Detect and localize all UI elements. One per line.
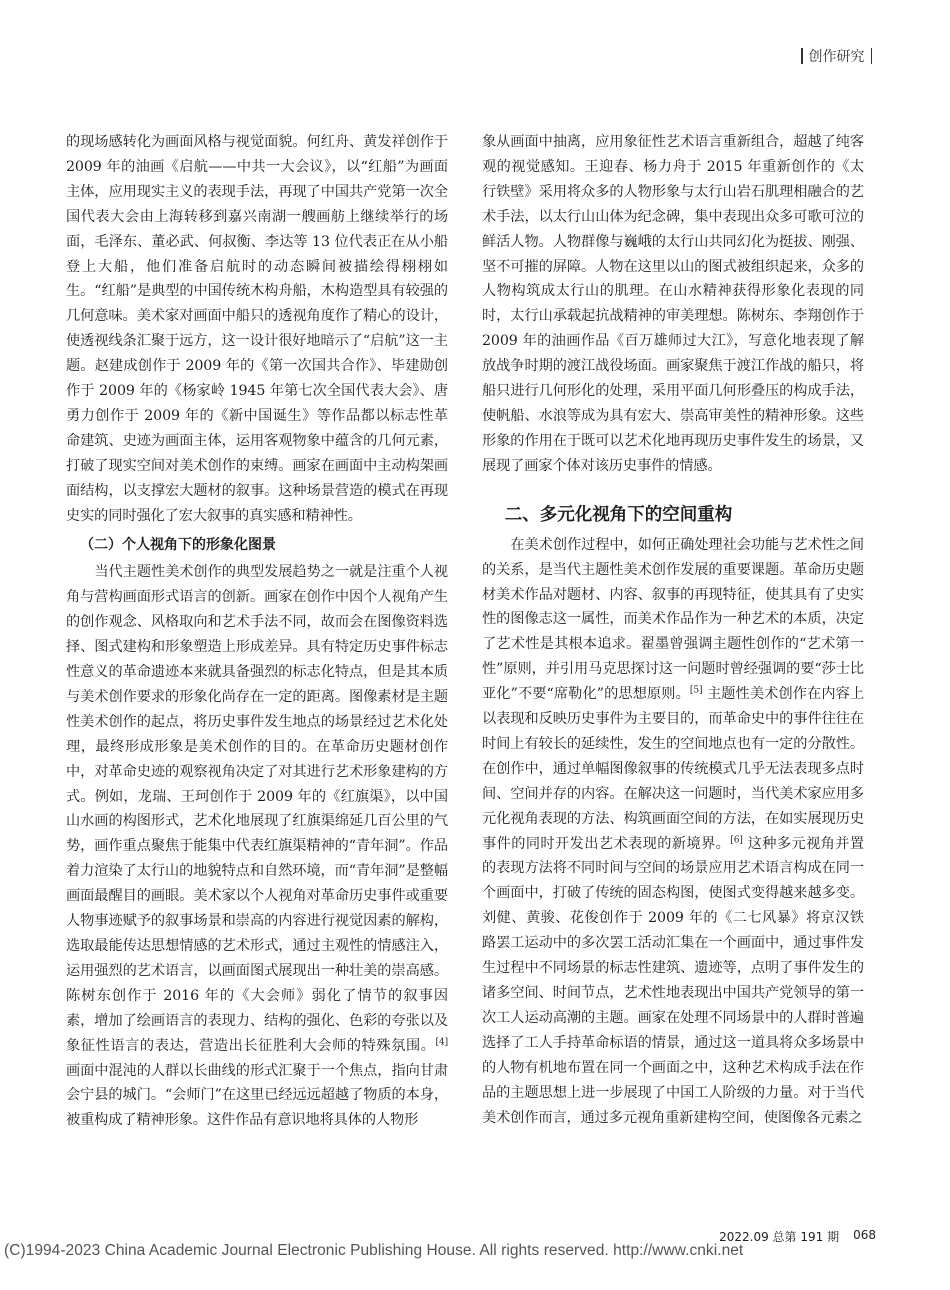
paragraph-text: 这种多元视角并置的表现方法将不同时间与空间的场景应用艺术语言构成在同一个画面中，打破了传统的固态构图，使图式变得越来越多变。刘健、黄骏、花俊创作于 2009 年的《二七风暴》将京汉铁路罢工运动中的多次罢工活动汇集在一个画面中，通过事件发生过程中不同场景的标志性建筑、遗迹等，点明了事件发生的诸多空间、时间节点，艺术性地表现出中国共产党领导的第一次工人运动高潮的主题。画家在处理不同场景中的人群时普遍选择了工人手持革命标语的情景，通过这一道具将众多场景中的人物有机地布置在同一个画面之中，这种艺术构成手法在作品的主题思想上进一步展现了中国工人阶级的力量。对于当代美术创作而言，通过多元视角重新建构空间，使图像各元素之 [482, 835, 864, 1126]
reference-marker[interactable]: [5] [689, 685, 703, 696]
reference-marker[interactable]: [4] [435, 1036, 448, 1047]
paragraph-text: 当代主题性美术创作的典型发展趋势之一就是注重个人视角与营构画面形式语言的创新。画家在创作中因个人视角产生的创作观念、风格取向和艺术手法不同，故而会在图像资料选择、图式建构和形象塑造上形成差异。具有特定历史事件标志性意义的革命遗迹本来就具备强烈的标志化特点，但是其本质与美术创作要求的形象化尚存在一定的距离。图像素材是主题性美术创作的起点，将历史事件发生地点的场景经过艺术化处理，最终形成形象是美术创作的目的。在革命历史题材创作中，对革命史迹的观察视角决定了对其进行艺术形象建构的方式。例如，龙瑞、王珂创作于 2009 年的《红旗渠》，以中国山水画的构图形式，艺术化地展现了红旗渠绵延几百公里的气势，画作重点聚焦于能集中代表红旗渠精神的“青年洞”。作品着力渲染了太行山的地貌特点和自然环境，而“青年洞”是整幅画面最醒目的画眼。美术家以个人视角对革命历史事件或重要人物事迹赋予的叙事场景和崇高的内容进行视觉因素的解构，选取最能传达思想情感的艺术形式，通过主观性的情感注入，运用强烈的艺术语言，以画面图式展现出一种壮美的崇高感。陈树东创作于 2016 年的《大会师》弱化了情节的叙事因素，增加了绘画语言的表现力、结构的强化、色彩的夸张以及象征性语言的表达，营造出长征胜利大会师的特殊氛围。 [66, 564, 448, 1054]
section-label: 创作研究 [808, 49, 865, 65]
paragraph-text: 主题性美术创作在内容上以表现和反映历史事件为主要目的，而革命史中的事件往往在时间上有较长的延续性，发生的空间地点也有一定的分散性。在创作中，通过单幅图像叙事的传统模式几乎无法表现多点时间、空间并存的内容。在解决这一问题时，当代美术家应用多元化视角表现的方法、构筑画面空间的方法，在如实展现历史事件的同时开发出艺术表现的新境界。 [482, 686, 864, 852]
section-heading: 二、多元化视角下的空间重构 [504, 504, 733, 525]
paragraph-text: 在美术创作过程中，如何正确处理社会功能与艺术性之间的关系，是当代主题性美术创作发展的重要课题。革命历史题材美术作品对题材、内容、叙事的再现特征，使其具有了史实性的图像志这一属性，而美术作品作为一种艺术的本质，决定了艺术性是其根本追求。翟墨曾强调主题性创作的“艺术第一性”原则，并引用马克思探讨这一问题时曾经强调的要“莎士比亚化”不要“席勒化”的思想原则。 [482, 536, 864, 703]
running-header [801, 46, 872, 66]
issue-info: 2022.09 总第 191 期 [719, 1230, 840, 1244]
copyright-watermark: (C)1994-2023 China Academic Journal Electronic Publishing House. All rights reserved. http://www.cnki.net [4, 1242, 744, 1259]
subsection-heading: （二）个人视角下的形象化图景 [80, 536, 276, 553]
page-number: 068 [853, 1228, 876, 1242]
paragraph [66, 560, 448, 1133]
reference-marker[interactable]: [6] [730, 834, 743, 845]
paragraph-continued: 的现场感转化为画面风格与视觉面貌。何红舟、黄发祥创作于 2009 年的油画《启航——中共一大会议》，以“红船”为画面主体，应用现实主义的表现手法，再现了中国共产党第一次全国代表大会由上海转移到嘉兴南湖一艘画舫上继续举行的场面，毛泽东、董必武、何叔衡、李达等 13 位代表正在从小船登上大船，他们准备启航时的动态瞬间被描绘得栩栩如生。“红船”是典型的中国传统木构舟船，木构造型具有较强的几何意味。美术家对画面中船只的透视角度作了精心的设计，使透视线条汇聚于远方，这一设计很好地暗示了“启航”这一主题。赵建成创作于 2009 年的《第一次国共合作》、毕建勋创作于 2009 年的《杨家岭 1945 年第七次全国代表大会》、唐勇力创作于 2009 年的《新中国诞生》等作品都以标志性革命建筑、史迹为画面主体，运用客观物象中蕴含的几何元素，打破了现实空间对美术创作的束缚。画家在画面中主动构架画面结构，以支撑宏大题材的叙事。这种场景营造的模式在再现史实的同时强化了宏大叙事的真实感和精神性。 [66, 134, 448, 524]
right-column [482, 130, 864, 1130]
paragraph-text: 画面中混沌的人群以长曲线的形式汇聚于一个焦点，指向甘肃会宁县的城门。“会师门”在这里已经远远超越了物质的本身，被重构成了精神形象。这件作品有意识地将具体的人物形 [66, 1062, 448, 1129]
paragraph-continued: 象从画面中抽离，应用象征性艺术语言重新组合，超越了纯客观的视觉感知。王迎春、杨力舟于 2015 年重新创作的《太行铁壁》采用将众多的人物形象与太行山岩石肌理相融合的艺术手法，以太行山山体为纪念碑，集中表现出众多可歌可泣的鲜活人物。人物群像与巍峨的太行山共同幻化为挺拔、刚强、坚不可摧的屏障。人物在这里以山的图式被组织起来，众多的人物构筑成太行山的肌理。在山水精神获得形象化表现的同时，太行山承载起抗战精神的审美理想。陈树东、李翔创作于 2009 年的油画作品《百万雄师过大江》，写意化地表现了解放战争时期的渡江战役场面。画家聚焦于渡江作战的船只，将船只进行几何形化的处理，采用平面几何形叠压的构成手法，使帆船、水浪等成为具有宏大、崇高审美性的精神形象。这些形象的作用在于既可以艺术化地再现历史事件发生的场景，又展现了画家个体对该历史事件的情感。 [482, 134, 864, 474]
paragraph [482, 533, 864, 1131]
header-divider-left [801, 48, 803, 64]
left-column [66, 130, 448, 1133]
header-divider-right [871, 48, 873, 64]
